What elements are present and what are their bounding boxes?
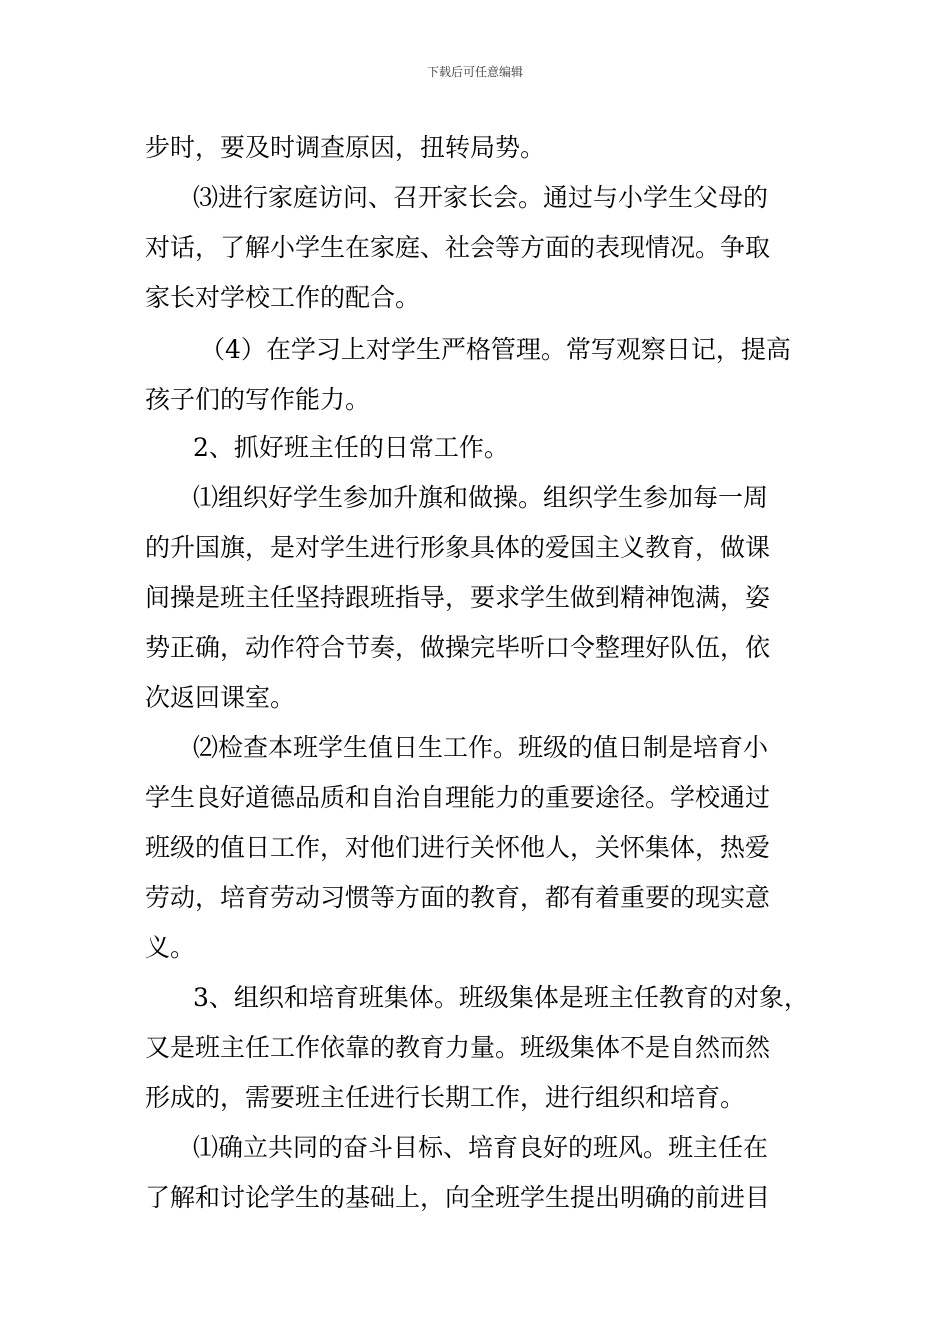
text-line: 的升国旗，是对学生进行形象具体的爱国主义教育，做课 — [145, 533, 771, 562]
text-line: 步时，要及时调查原因，扭转局势。 — [145, 133, 546, 162]
text-line: 班级的值日工作，对他们进行关怀他人，关怀集体，热爱 — [145, 833, 771, 862]
text-line: 孩子们的写作能力。 — [145, 385, 371, 414]
text-line: ⑴确立共同的奋斗目标、培育良好的班风。班主任在 — [193, 1133, 769, 1162]
text-line: 家长对学校工作的配合。 — [145, 283, 421, 312]
text-line: 劳动，培育劳动习惯等方面的教育，都有着重要的现实意 — [145, 883, 771, 912]
text-line: 次返回课室。 — [145, 683, 296, 712]
text-line: 义。 — [145, 933, 196, 962]
page-header: 下载后可任意编辑 — [426, 65, 523, 79]
text-line: ⑴组织好学生参加升旗和做操。组织学生参加每一周 — [193, 483, 769, 512]
text-line: ⑵检查本班学生值日生工作。班级的值日制是培育小 — [193, 733, 769, 762]
text-line: 2、抓好班主任的日常工作。 — [193, 433, 509, 462]
text-line: 3、组织和培育班集体。班级集体是班主任教育的对象， — [193, 983, 809, 1012]
text-line: ⑶进行家庭访问、召开家长会。通过与小学生父母的 — [193, 183, 769, 212]
text-line: 对话，了解小学生在家庭、社会等方面的表现情况。争取 — [145, 233, 771, 262]
text-line: 形成的，需要班主任进行长期工作，进行组织和培育。 — [145, 1083, 746, 1112]
text-line: 学生良好道德品质和自治自理能力的重要途径。学校通过 — [145, 783, 771, 812]
text-line: 了解和讨论学生的基础上，向全班学生提出明确的前进目 — [145, 1183, 771, 1212]
text-line: （4）在学习上对学生严格管理。常写观察日记，提高 — [200, 335, 791, 364]
text-line: 势正确，动作符合节奏，做操完毕听口令整理好队伍，依 — [145, 633, 771, 662]
text-line: 间操是班主任坚持跟班指导，要求学生做到精神饱满，姿 — [145, 583, 771, 612]
text-line: 又是班主任工作依靠的教育力量。班级集体不是自然而然 — [145, 1033, 771, 1062]
